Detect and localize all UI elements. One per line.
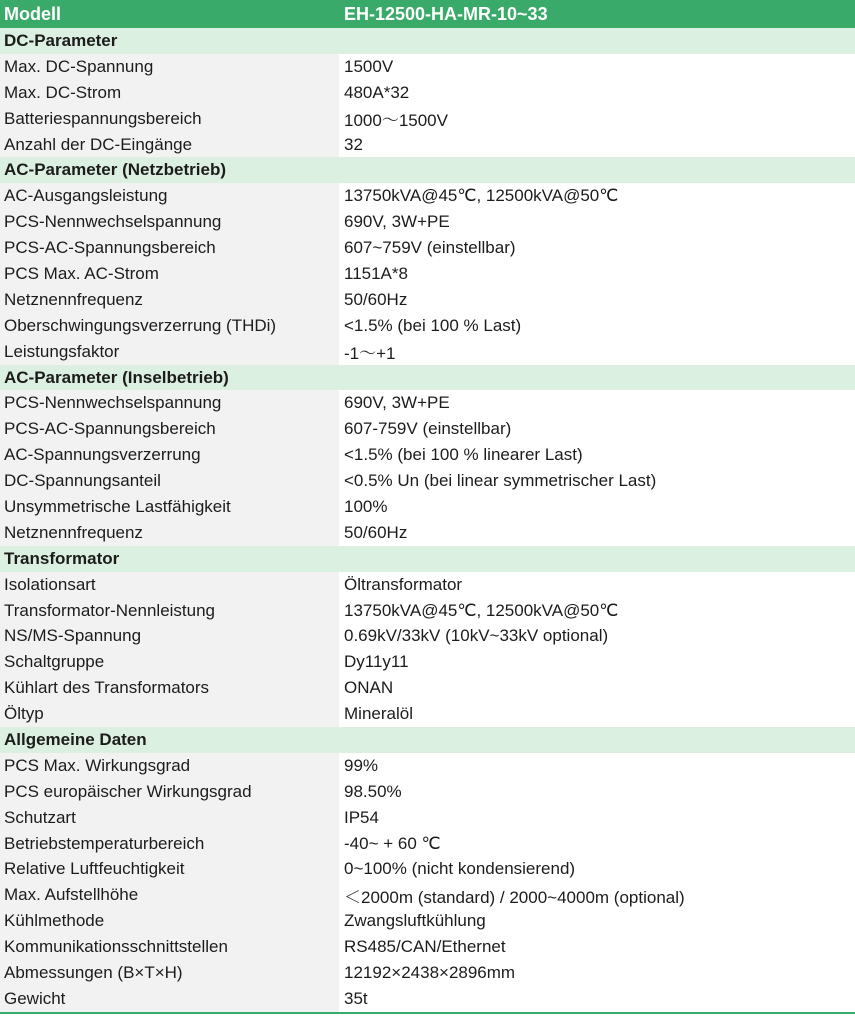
row-label: PCS Max. Wirkungsgrad	[0, 753, 339, 779]
table-row	[0, 986, 855, 1012]
table-row	[0, 235, 855, 261]
row-label: PCS europäischer Wirkungsgrad	[0, 779, 339, 805]
row-value: 98.50%	[339, 779, 855, 805]
row-label: NS/MS-Spannung	[0, 623, 339, 649]
row-label: Relative Luftfeuchtigkeit	[0, 857, 339, 883]
table-row	[0, 701, 855, 727]
row-label: Unsymmetrische Lastfähigkeit	[0, 494, 339, 520]
table-row	[0, 598, 855, 624]
row-value: 100%	[339, 494, 855, 520]
row-value: IP54	[339, 805, 855, 831]
row-label: Oberschwingungsverzerrung (THDi)	[0, 313, 339, 339]
table-header-row	[0, 0, 855, 28]
table-row	[0, 623, 855, 649]
table-row	[0, 675, 855, 701]
row-label: PCS Max. AC-Strom	[0, 261, 339, 287]
row-value: ＜2000m (standard) / 2000~4000m (optional)	[339, 882, 855, 908]
row-value: RS485/CAN/Ethernet	[339, 934, 855, 960]
table-row	[0, 80, 855, 106]
section-title: DC-Parameter	[4, 30, 118, 50]
row-value: 0~100% (nicht kondensierend)	[339, 857, 855, 883]
row-label: Max. Aufstellhöhe	[0, 882, 339, 908]
row-value: Öltransformator	[339, 572, 855, 598]
row-value: 50/60Hz	[339, 520, 855, 546]
row-value: 480A*32	[339, 80, 855, 106]
row-label: AC-Ausgangsleistung	[0, 183, 339, 209]
table-row	[0, 390, 855, 416]
section-header-allgemeine-daten	[0, 727, 855, 753]
header-label: Modell	[4, 3, 61, 24]
row-value: <1.5% (bei 100 % linearer Last)	[339, 442, 855, 468]
row-value: -40~ + 60 ℃	[339, 831, 855, 857]
row-value: 607~759V (einstellbar)	[339, 235, 855, 261]
table-row	[0, 572, 855, 598]
table-row	[0, 934, 855, 960]
row-label: Betriebstemperaturbereich	[0, 831, 339, 857]
row-label: PCS-AC-Spannungsbereich	[0, 416, 339, 442]
row-label: Batteriespannungsbereich	[0, 106, 339, 132]
table-row	[0, 209, 855, 235]
table-row	[0, 805, 855, 831]
row-label: Max. DC-Strom	[0, 80, 339, 106]
section-title: Allgemeine Daten	[4, 729, 147, 749]
row-value: 12192×2438×2896mm	[339, 960, 855, 986]
table-row	[0, 960, 855, 986]
row-label: Anzahl der DC-Eingänge	[0, 132, 339, 158]
row-value: Mineralöl	[339, 701, 855, 727]
row-label: DC-Spannungsanteil	[0, 468, 339, 494]
table-row	[0, 106, 855, 132]
section-header-ac-parameter-inselbetrieb	[0, 365, 855, 391]
table-row	[0, 313, 855, 339]
row-label: Abmessungen (B×T×H)	[0, 960, 339, 986]
row-label: Kühlart des Transformators	[0, 675, 339, 701]
table-row	[0, 520, 855, 546]
row-label: Kommunikationsschnittstellen	[0, 934, 339, 960]
row-value: 1500V	[339, 54, 855, 80]
table-row	[0, 339, 855, 365]
row-value: 32	[339, 132, 855, 158]
table-row	[0, 831, 855, 857]
table-row	[0, 779, 855, 805]
row-value: ONAN	[339, 675, 855, 701]
table-row	[0, 442, 855, 468]
table-row	[0, 468, 855, 494]
section-title: AC-Parameter (Netzbetrieb)	[4, 160, 226, 180]
table-row	[0, 287, 855, 313]
table-row	[0, 132, 855, 158]
table-row	[0, 649, 855, 675]
row-label: PCS-AC-Spannungsbereich	[0, 235, 339, 261]
row-value: 35t	[339, 986, 855, 1012]
row-label: PCS-Nennwechselspannung	[0, 209, 339, 235]
table-row	[0, 908, 855, 934]
row-label: Netznennfrequenz	[0, 287, 339, 313]
row-label: Schutzart	[0, 805, 339, 831]
row-value: 1000～1500V	[339, 106, 855, 132]
table-row	[0, 183, 855, 209]
row-label: Gewicht	[0, 986, 339, 1012]
row-value: <0.5% Un (bei linear symmetrischer Last)	[339, 468, 855, 494]
section-title: Transformator	[4, 548, 120, 568]
table-row	[0, 54, 855, 80]
row-label: Leistungsfaktor	[0, 339, 339, 365]
row-label: Schaltgruppe	[0, 649, 339, 675]
section-header-transformator	[0, 546, 855, 572]
row-label: Kühlmethode	[0, 908, 339, 934]
section-header-dc-parameter	[0, 28, 855, 54]
row-label: Max. DC-Spannung	[0, 54, 339, 80]
row-label: Netznennfrequenz	[0, 520, 339, 546]
row-value: 1151A*8	[339, 261, 855, 287]
row-value: 13750kVA@45℃, 12500kVA@50℃	[339, 598, 855, 624]
table-row	[0, 416, 855, 442]
row-label: Transformator-Nennleistung	[0, 598, 339, 624]
row-value: 607-759V (einstellbar)	[339, 416, 855, 442]
section-title: AC-Parameter (Inselbetrieb)	[4, 367, 229, 387]
row-value: 0.69kV/33kV (10kV~33kV optional)	[339, 623, 855, 649]
row-label: Isolationsart	[0, 572, 339, 598]
row-value: <1.5% (bei 100 % Last)	[339, 313, 855, 339]
table-row	[0, 753, 855, 779]
table-row	[0, 882, 855, 908]
row-value: 690V, 3W+PE	[339, 209, 855, 235]
row-value: Zwangsluftkühlung	[339, 908, 855, 934]
row-value: -1～+1	[339, 339, 855, 365]
section-header-ac-parameter-netzbetrieb	[0, 157, 855, 183]
row-value: 13750kVA@45℃, 12500kVA@50℃	[339, 183, 855, 209]
row-label: PCS-Nennwechselspannung	[0, 390, 339, 416]
table-row	[0, 494, 855, 520]
row-value: 99%	[339, 753, 855, 779]
row-value: 50/60Hz	[339, 287, 855, 313]
row-value: 690V, 3W+PE	[339, 390, 855, 416]
table-row	[0, 857, 855, 883]
row-label: AC-Spannungsverzerrung	[0, 442, 339, 468]
model-name: EH-12500-HA-MR-10~33	[344, 3, 548, 24]
row-value: Dy11y11	[339, 649, 855, 675]
row-label: Öltyp	[0, 701, 339, 727]
table-row	[0, 261, 855, 287]
